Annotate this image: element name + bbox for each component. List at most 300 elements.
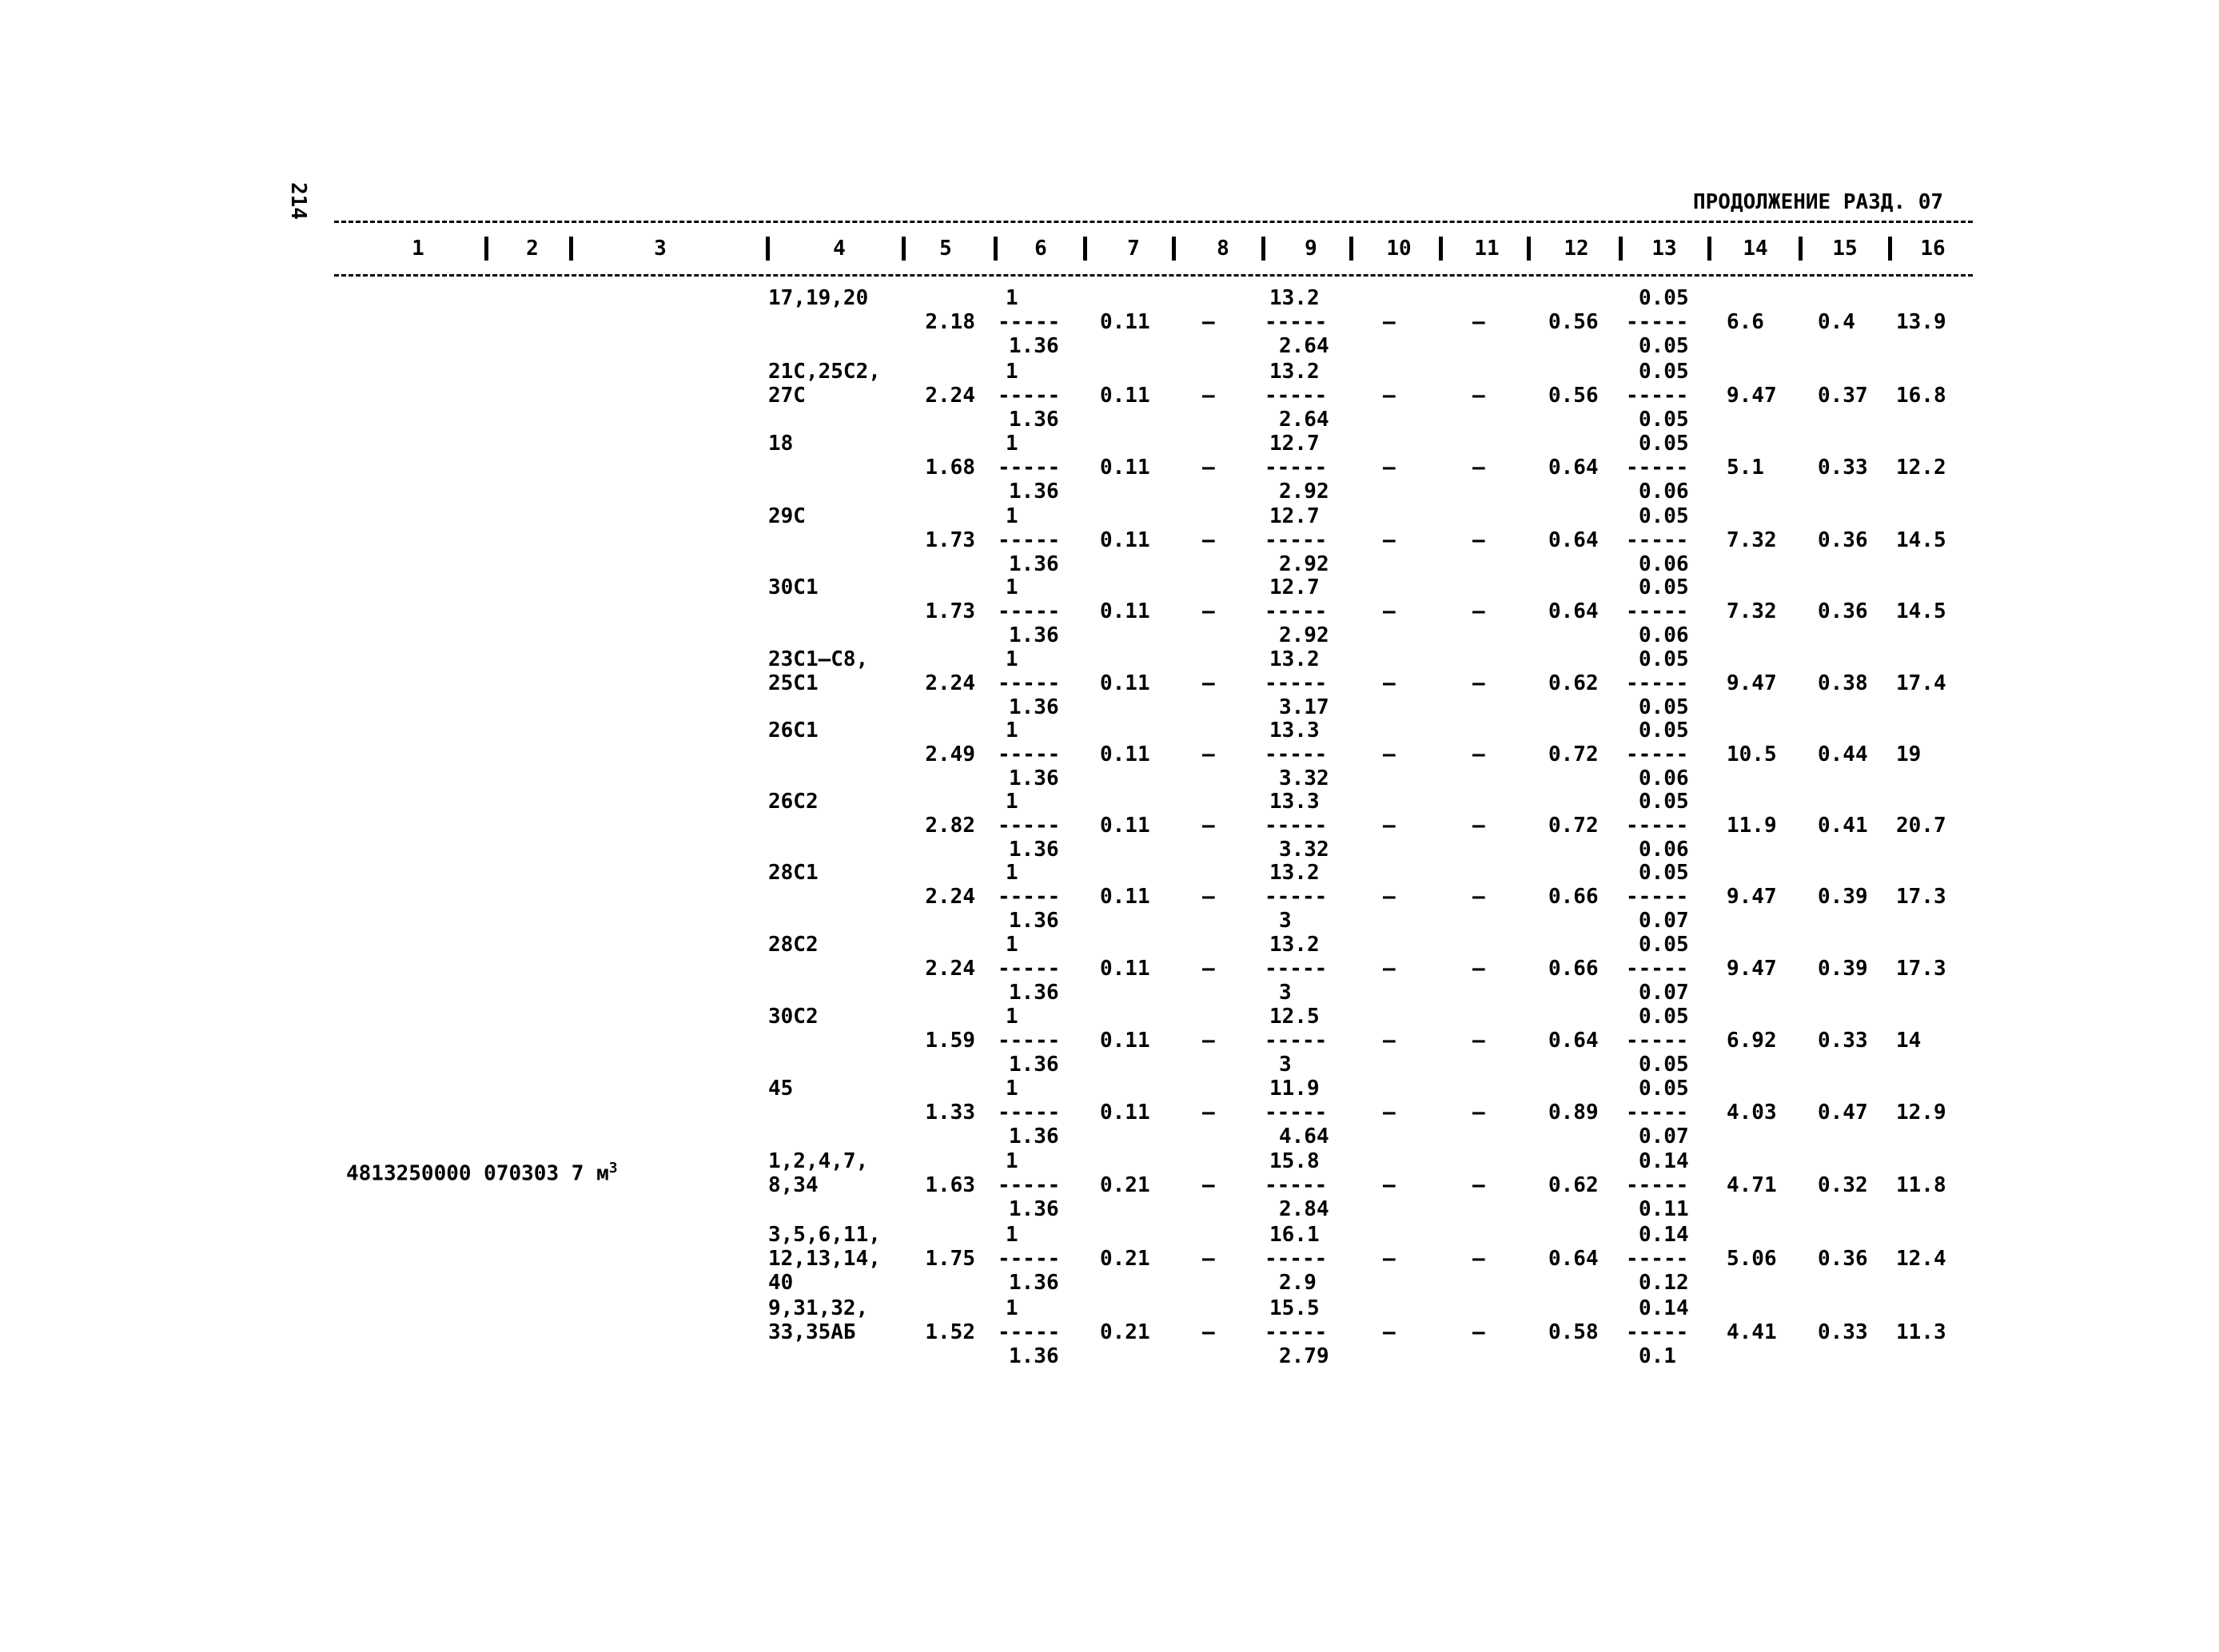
col11-value: – — [1472, 456, 1485, 480]
col15-value: 0.38 — [1818, 671, 1868, 695]
fraction-bar: ----- — [1265, 528, 1328, 552]
col5-value: 1.75 — [925, 1247, 975, 1271]
col6-numerator: 1 — [1006, 575, 1018, 599]
fraction-bar: ----- — [1265, 1247, 1328, 1271]
fraction-bar: ----- — [998, 814, 1061, 838]
fraction-bar: ----- — [1626, 671, 1689, 695]
col5-value: 1.73 — [925, 599, 975, 623]
col9-denominator: 2.92 — [1279, 623, 1329, 647]
col6-numerator: 1 — [1006, 1296, 1018, 1320]
fraction-bar: ----- — [998, 384, 1061, 408]
fraction-bar: ----- — [998, 1101, 1061, 1125]
col13-denominator: 0.05 — [1639, 334, 1689, 358]
col11-value: – — [1472, 1101, 1485, 1125]
fraction-bar: ----- — [1265, 1173, 1328, 1197]
col6-denominator: 1.36 — [1009, 1053, 1059, 1077]
col13-denominator: 0.11 — [1639, 1197, 1689, 1221]
col7-value: 0.11 — [1100, 528, 1150, 552]
fraction-bar: ----- — [1265, 456, 1328, 480]
col8-value: – — [1202, 671, 1215, 695]
col5-value: 2.24 — [925, 885, 975, 909]
col10-value: – — [1383, 599, 1396, 623]
fraction-bar: ----- — [1265, 671, 1328, 695]
col15-value: 0.36 — [1818, 1247, 1868, 1271]
col14-value: 4.41 — [1727, 1320, 1777, 1344]
col9-denominator: 3.32 — [1279, 838, 1329, 862]
col4-line: 3,5,6,11, — [768, 1223, 881, 1247]
col7-value: 0.11 — [1100, 1101, 1150, 1125]
col15-value: 0.37 — [1818, 384, 1868, 408]
fraction-bar: ----- — [1626, 1029, 1689, 1053]
col8-value: – — [1202, 1029, 1215, 1053]
fraction-bar: ----- — [998, 599, 1061, 623]
col6-denominator: 1.36 — [1009, 1125, 1059, 1148]
col10-value: – — [1383, 742, 1396, 766]
col6-denominator: 1.36 — [1009, 408, 1059, 432]
col5-value: 1.63 — [925, 1173, 975, 1197]
col7-value: 0.11 — [1100, 599, 1150, 623]
col10-value: – — [1383, 1029, 1396, 1053]
col12-value: 0.62 — [1548, 671, 1599, 695]
col4-line: 30С1 — [768, 575, 819, 599]
col13-denominator: 0.05 — [1639, 1053, 1689, 1077]
col9-numerator: 13.2 — [1269, 861, 1320, 885]
col4-line: 33,35АБ — [768, 1320, 856, 1344]
col8-value: – — [1202, 456, 1215, 480]
col13-denominator: 0.06 — [1639, 480, 1689, 504]
fraction-bar: ----- — [1265, 814, 1328, 838]
col8-value: – — [1202, 599, 1215, 623]
col11-value: – — [1472, 310, 1485, 334]
col9-numerator: 12.7 — [1269, 575, 1320, 599]
col7-value: 0.11 — [1100, 814, 1150, 838]
column-separator — [484, 237, 488, 261]
col11-value: – — [1472, 671, 1485, 695]
col9-numerator: 15.5 — [1269, 1296, 1320, 1320]
column-separator — [1527, 237, 1531, 261]
col10-value: – — [1383, 456, 1396, 480]
col14-value: 9.47 — [1727, 885, 1777, 909]
col13-numerator: 0.05 — [1639, 504, 1689, 528]
col4-line: 26С1 — [768, 719, 819, 742]
col9-denominator: 3 — [1279, 909, 1292, 933]
col13-denominator: 0.1 — [1639, 1344, 1676, 1368]
col12-value: 0.64 — [1548, 528, 1599, 552]
col10-value: – — [1383, 1101, 1396, 1125]
col9-denominator: 2.92 — [1279, 552, 1329, 576]
column-separator — [1083, 237, 1087, 261]
col15-value: 0.39 — [1818, 885, 1868, 909]
col11-value: – — [1472, 384, 1485, 408]
fraction-bar: ----- — [1626, 310, 1689, 334]
col4-line: 28С1 — [768, 861, 819, 885]
column-header-1: 1 — [412, 237, 424, 261]
column-separator — [994, 237, 998, 261]
col10-value: – — [1383, 1173, 1396, 1197]
column-header-12: 12 — [1564, 237, 1589, 261]
fraction-bar: ----- — [1626, 599, 1689, 623]
col10-value: – — [1383, 885, 1396, 909]
col16-value: 12.9 — [1896, 1101, 1946, 1125]
col15-value: 0.39 — [1818, 957, 1868, 981]
col9-numerator: 13.3 — [1269, 719, 1320, 742]
col15-value: 0.41 — [1818, 814, 1868, 838]
col14-value: 10.5 — [1727, 742, 1777, 766]
column-header-8: 8 — [1217, 237, 1229, 261]
fraction-bar: ----- — [1626, 1173, 1689, 1197]
col6-numerator: 1 — [1006, 1223, 1018, 1247]
col5-value: 1.73 — [925, 528, 975, 552]
col6-numerator: 1 — [1006, 432, 1018, 456]
col15-value: 0.33 — [1818, 1320, 1868, 1344]
column-header-7: 7 — [1127, 237, 1140, 261]
col15-value: 0.36 — [1818, 528, 1868, 552]
column-header-13: 13 — [1651, 237, 1677, 261]
col6-numerator: 1 — [1006, 286, 1018, 310]
col9-denominator: 3 — [1279, 981, 1292, 1005]
column-header-5: 5 — [939, 237, 952, 261]
col10-value: – — [1383, 671, 1396, 695]
fraction-bar: ----- — [998, 885, 1061, 909]
col11-value: – — [1472, 885, 1485, 909]
col9-denominator: 2.79 — [1279, 1344, 1329, 1368]
col11-value: – — [1472, 528, 1485, 552]
col16-value: 14.5 — [1896, 599, 1946, 623]
col6-numerator: 1 — [1006, 861, 1018, 885]
col8-value: – — [1202, 310, 1215, 334]
fraction-bar: ----- — [1265, 742, 1328, 766]
group-code: 4813250000 070303 7 $м^3$ — [346, 1160, 618, 1186]
column-separator — [1888, 237, 1892, 261]
col16-value: 14 — [1896, 1029, 1922, 1053]
fraction-bar: ----- — [1626, 528, 1689, 552]
col6-numerator: 1 — [1006, 360, 1018, 384]
column-header-16: 16 — [1920, 237, 1946, 261]
col13-numerator: 0.05 — [1639, 861, 1689, 885]
col12-value: 0.89 — [1548, 1101, 1599, 1125]
col14-value: 7.32 — [1727, 528, 1777, 552]
column-separator — [569, 237, 573, 261]
col10-value: – — [1383, 957, 1396, 981]
column-separator — [902, 237, 906, 261]
col14-value: 5.06 — [1727, 1247, 1777, 1271]
fraction-bar: ----- — [1265, 1320, 1328, 1344]
fraction-bar: ----- — [1626, 1320, 1689, 1344]
col15-value: 0.32 — [1818, 1173, 1868, 1197]
column-separator — [1439, 237, 1443, 261]
col13-numerator: 0.05 — [1639, 1005, 1689, 1029]
col4-line: 18 — [768, 432, 794, 456]
col11-value: – — [1472, 1320, 1485, 1344]
col6-numerator: 1 — [1006, 790, 1018, 814]
col6-denominator: 1.36 — [1009, 766, 1059, 790]
col7-value: 0.11 — [1100, 384, 1150, 408]
column-separator — [1349, 237, 1353, 261]
fraction-bar: ----- — [998, 742, 1061, 766]
fraction-bar: ----- — [1626, 456, 1689, 480]
fraction-bar: ----- — [998, 957, 1061, 981]
col4-line: 8,34 — [768, 1173, 819, 1197]
col5-value: 2.24 — [925, 671, 975, 695]
col9-numerator: 13.3 — [1269, 790, 1320, 814]
section-title: ПРОДОЛЖЕНИЕ РАЗД. 07 — [1693, 190, 1944, 214]
col15-value: 0.36 — [1818, 599, 1868, 623]
col13-numerator: 0.05 — [1639, 575, 1689, 599]
col4-line: 40 — [768, 1271, 794, 1295]
col14-value: 6.92 — [1727, 1029, 1777, 1053]
col10-value: – — [1383, 384, 1396, 408]
col14-value: 7.32 — [1727, 599, 1777, 623]
column-header-4: 4 — [833, 237, 846, 261]
column-separator — [1172, 237, 1176, 261]
fraction-bar: ----- — [1626, 885, 1689, 909]
fraction-bar: ----- — [1265, 384, 1328, 408]
col5-value: 2.24 — [925, 957, 975, 981]
col16-value: 17.3 — [1896, 885, 1946, 909]
col13-numerator: 0.05 — [1639, 432, 1689, 456]
col9-denominator: 2.9 — [1279, 1271, 1317, 1295]
col15-value: 0.44 — [1818, 742, 1868, 766]
col13-numerator: 0.05 — [1639, 647, 1689, 671]
fraction-bar: ----- — [1626, 1247, 1689, 1271]
col5-value: 1.59 — [925, 1029, 975, 1053]
col8-value: – — [1202, 1173, 1215, 1197]
col13-denominator: 0.06 — [1639, 766, 1689, 790]
col10-value: – — [1383, 1320, 1396, 1344]
col16-value: 16.8 — [1896, 384, 1946, 408]
col6-numerator: 1 — [1006, 1077, 1018, 1101]
col9-denominator: 2.64 — [1279, 334, 1329, 358]
col4-line: 26С2 — [768, 790, 819, 814]
col9-denominator: 3.32 — [1279, 766, 1329, 790]
col13-numerator: 0.14 — [1639, 1296, 1689, 1320]
col14-value: 9.47 — [1727, 957, 1777, 981]
column-header-11: 11 — [1474, 237, 1500, 261]
col13-denominator: 0.05 — [1639, 408, 1689, 432]
col8-value: – — [1202, 1247, 1215, 1271]
col12-value: 0.64 — [1548, 1029, 1599, 1053]
col9-denominator: 4.64 — [1279, 1125, 1329, 1148]
col11-value: – — [1472, 1247, 1485, 1271]
col16-value: 19 — [1896, 742, 1922, 766]
col13-numerator: 0.05 — [1639, 286, 1689, 310]
col9-denominator: 3.17 — [1279, 695, 1329, 719]
col6-denominator: 1.36 — [1009, 1271, 1059, 1295]
col9-denominator: 2.84 — [1279, 1197, 1329, 1221]
col4-line: 45 — [768, 1077, 794, 1101]
col4-line: 21С,25С2, — [768, 360, 881, 384]
col13-denominator: 0.05 — [1639, 695, 1689, 719]
column-header-14: 14 — [1743, 237, 1768, 261]
col6-denominator: 1.36 — [1009, 1344, 1059, 1368]
fraction-bar: ----- — [1626, 814, 1689, 838]
col5-value: 1.33 — [925, 1101, 975, 1125]
column-header-2: 2 — [526, 237, 539, 261]
fraction-bar: ----- — [998, 671, 1061, 695]
col7-value: 0.21 — [1100, 1247, 1150, 1271]
column-header-10: 10 — [1386, 237, 1412, 261]
col10-value: – — [1383, 528, 1396, 552]
fraction-bar: ----- — [998, 1247, 1061, 1271]
col13-denominator: 0.07 — [1639, 981, 1689, 1005]
col13-denominator: 0.12 — [1639, 1271, 1689, 1295]
col11-value: – — [1472, 957, 1485, 981]
col14-value: 9.47 — [1727, 671, 1777, 695]
column-header-15: 15 — [1832, 237, 1858, 261]
col11-value: – — [1472, 1173, 1485, 1197]
col5-value: 2.24 — [925, 384, 975, 408]
col12-value: 0.72 — [1548, 814, 1599, 838]
col10-value: – — [1383, 1247, 1396, 1271]
fraction-bar: ----- — [1265, 1029, 1328, 1053]
col9-numerator: 13.2 — [1269, 647, 1320, 671]
fraction-bar: ----- — [1626, 957, 1689, 981]
fraction-bar: ----- — [1265, 599, 1328, 623]
col13-denominator: 0.06 — [1639, 623, 1689, 647]
col7-value: 0.21 — [1100, 1173, 1150, 1197]
col16-value: 11.8 — [1896, 1173, 1946, 1197]
col13-numerator: 0.05 — [1639, 933, 1689, 957]
col16-value: 17.3 — [1896, 957, 1946, 981]
fraction-bar: ----- — [1626, 742, 1689, 766]
col7-value: 0.21 — [1100, 1320, 1150, 1344]
col6-numerator: 1 — [1006, 1149, 1018, 1173]
fraction-bar: ----- — [1265, 885, 1328, 909]
col9-numerator: 12.5 — [1269, 1005, 1320, 1029]
col11-value: – — [1472, 742, 1485, 766]
col12-value: 0.62 — [1548, 1173, 1599, 1197]
col13-numerator: 0.05 — [1639, 1077, 1689, 1101]
col12-value: 0.66 — [1548, 957, 1599, 981]
col6-numerator: 1 — [1006, 719, 1018, 742]
col6-denominator: 1.36 — [1009, 695, 1059, 719]
fraction-bar: ----- — [998, 1320, 1061, 1344]
col7-value: 0.11 — [1100, 885, 1150, 909]
col4-line: 29С — [768, 504, 806, 528]
col13-numerator: 0.05 — [1639, 790, 1689, 814]
fraction-bar: ----- — [1626, 1101, 1689, 1125]
header-rule-bottom — [334, 274, 1973, 277]
col8-value: – — [1202, 885, 1215, 909]
col7-value: 0.11 — [1100, 456, 1150, 480]
col5-value: 1.52 — [925, 1320, 975, 1344]
fraction-bar: ----- — [998, 1029, 1061, 1053]
col12-value: 0.72 — [1548, 742, 1599, 766]
col15-value: 0.4 — [1818, 310, 1855, 334]
col15-value: 0.47 — [1818, 1101, 1868, 1125]
col4-line: 27С — [768, 384, 806, 408]
col16-value: 12.4 — [1896, 1247, 1946, 1271]
col4-line: 1,2,4,7, — [768, 1149, 869, 1173]
col8-value: – — [1202, 1101, 1215, 1125]
page-number: 214 — [286, 182, 310, 220]
col14-value: 6.6 — [1727, 310, 1764, 334]
col9-numerator: 12.7 — [1269, 504, 1320, 528]
col4-line: 28С2 — [768, 933, 819, 957]
col8-value: – — [1202, 742, 1215, 766]
col13-numerator: 0.05 — [1639, 360, 1689, 384]
col4-line: 9,31,32, — [768, 1296, 869, 1320]
col13-numerator: 0.14 — [1639, 1223, 1689, 1247]
col7-value: 0.11 — [1100, 742, 1150, 766]
col10-value: – — [1383, 814, 1396, 838]
col14-value: 11.9 — [1727, 814, 1777, 838]
column-separator — [1799, 237, 1803, 261]
col7-value: 0.11 — [1100, 310, 1150, 334]
col8-value: – — [1202, 814, 1215, 838]
col9-numerator: 11.9 — [1269, 1077, 1320, 1101]
col6-numerator: 1 — [1006, 647, 1018, 671]
col6-numerator: 1 — [1006, 933, 1018, 957]
col16-value: 11.3 — [1896, 1320, 1946, 1344]
col6-denominator: 1.36 — [1009, 1197, 1059, 1221]
col14-value: 9.47 — [1727, 384, 1777, 408]
col9-denominator: 3 — [1279, 1053, 1292, 1077]
col13-denominator: 0.06 — [1639, 838, 1689, 862]
col4-line: 23С1–С8, — [768, 647, 869, 671]
col5-value: 2.49 — [925, 742, 975, 766]
col15-value: 0.33 — [1818, 456, 1868, 480]
fraction-bar: ----- — [1265, 310, 1328, 334]
col16-value: 14.5 — [1896, 528, 1946, 552]
fraction-bar: ----- — [998, 1173, 1061, 1197]
col14-value: 5.1 — [1727, 456, 1764, 480]
col12-value: 0.56 — [1548, 384, 1599, 408]
col16-value: 13.9 — [1896, 310, 1946, 334]
column-header-9: 9 — [1305, 237, 1317, 261]
col4-line: 17,19,20 — [768, 286, 869, 310]
column-separator — [766, 237, 770, 261]
fraction-bar: ----- — [1265, 957, 1328, 981]
col11-value: – — [1472, 599, 1485, 623]
col12-value: 0.58 — [1548, 1320, 1599, 1344]
column-header-6: 6 — [1034, 237, 1047, 261]
header-rule-top — [334, 221, 1973, 223]
col8-value: – — [1202, 384, 1215, 408]
col16-value: 20.7 — [1896, 814, 1946, 838]
col16-value: 12.2 — [1896, 456, 1946, 480]
col4-line: 25С1 — [768, 671, 819, 695]
col12-value: 0.64 — [1548, 1247, 1599, 1271]
col5-value: 2.18 — [925, 310, 975, 334]
col14-value: 4.71 — [1727, 1173, 1777, 1197]
col12-value: 0.66 — [1548, 885, 1599, 909]
fraction-bar: ----- — [998, 528, 1061, 552]
col6-denominator: 1.36 — [1009, 838, 1059, 862]
col4-line: 30С2 — [768, 1005, 819, 1029]
col13-denominator: 0.07 — [1639, 909, 1689, 933]
col6-denominator: 1.36 — [1009, 623, 1059, 647]
col6-denominator: 1.36 — [1009, 909, 1059, 933]
col7-value: 0.11 — [1100, 957, 1150, 981]
col13-denominator: 0.07 — [1639, 1125, 1689, 1148]
col7-value: 0.11 — [1100, 1029, 1150, 1053]
col10-value: – — [1383, 310, 1396, 334]
col13-denominator: 0.06 — [1639, 552, 1689, 576]
fraction-bar: ----- — [998, 456, 1061, 480]
col9-numerator: 13.2 — [1269, 286, 1320, 310]
col9-numerator: 13.2 — [1269, 360, 1320, 384]
column-header-3: 3 — [654, 237, 667, 261]
col13-numerator: 0.14 — [1639, 1149, 1689, 1173]
col6-numerator: 1 — [1006, 504, 1018, 528]
col8-value: – — [1202, 1320, 1215, 1344]
fraction-bar: ----- — [1626, 384, 1689, 408]
col9-denominator: 2.92 — [1279, 480, 1329, 504]
col14-value: 4.03 — [1727, 1101, 1777, 1125]
col4-line: 12,13,14, — [768, 1247, 881, 1271]
col9-numerator: 12.7 — [1269, 432, 1320, 456]
